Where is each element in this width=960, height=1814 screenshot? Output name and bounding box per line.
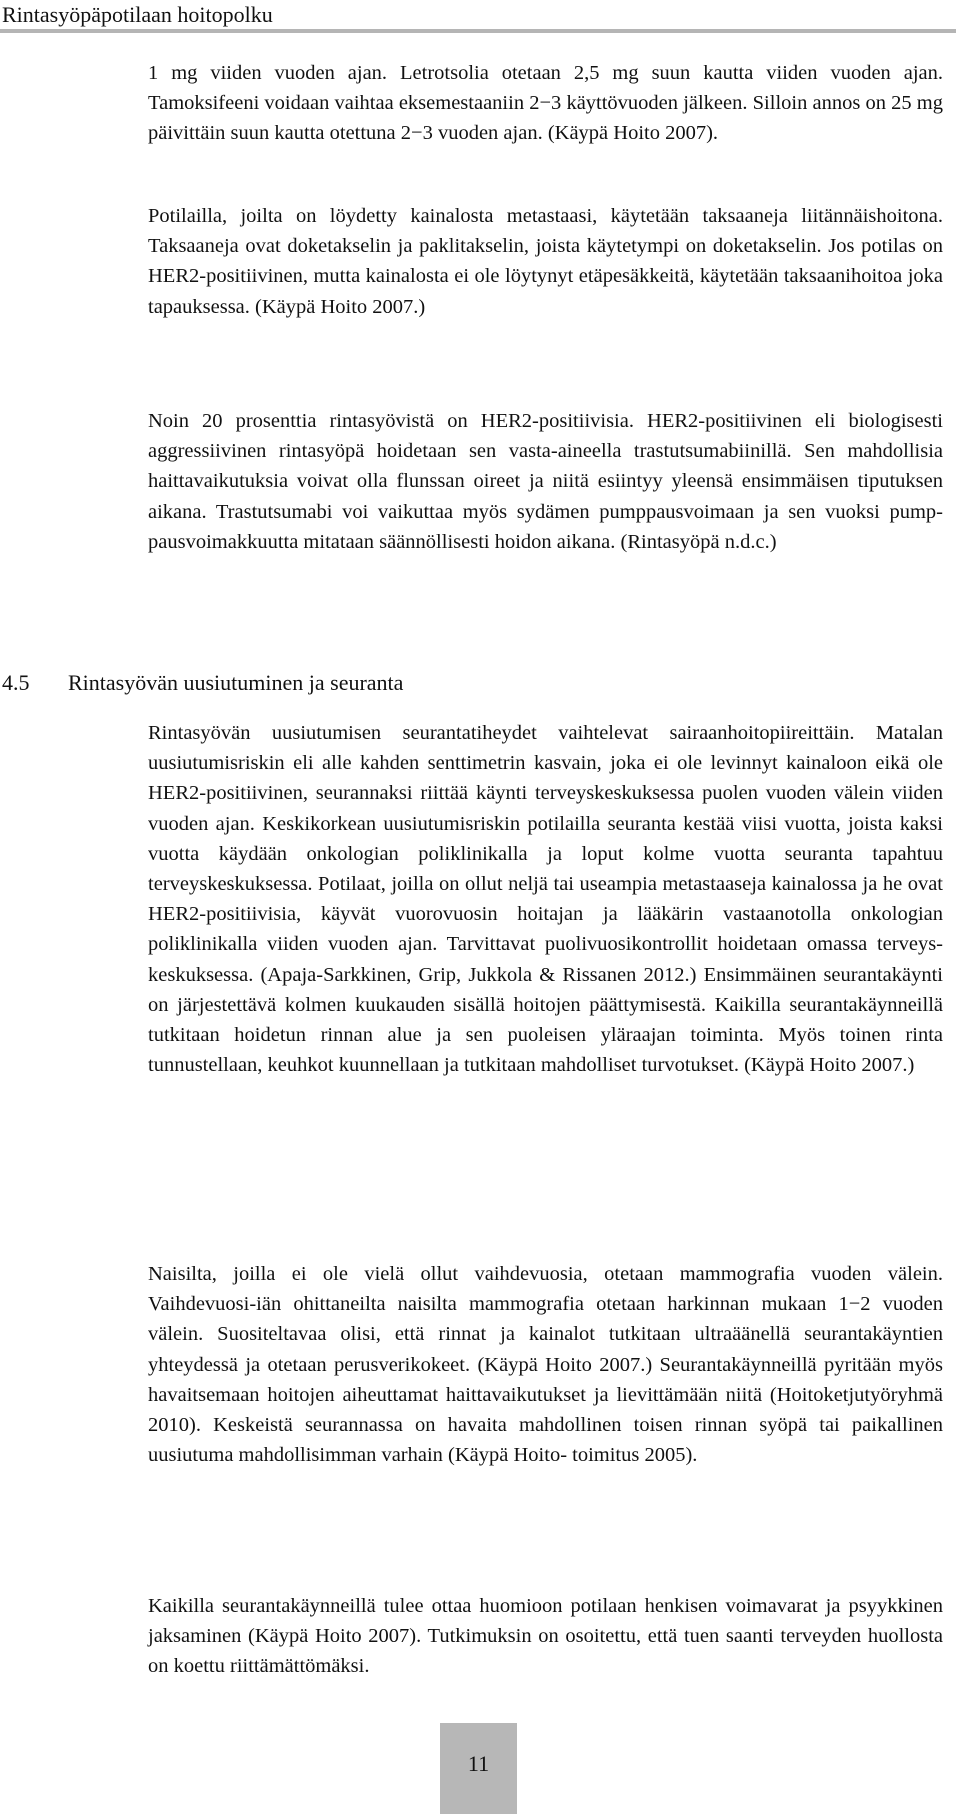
running-header-title: Rintasyöpäpotilaan hoitopolku: [2, 2, 273, 27]
header-rule: [0, 29, 956, 33]
running-header: [0, 0, 960, 33]
section-number: 4.5: [2, 670, 30, 695]
paragraph-mental-resources: Kaikilla seurantakäynneillä tulee ottaa huomioon potilaan henkisen voimavarat ja psyykkinen jaksaminen (Käypä Hoito 2007). Tutkimuksin on osoitettu, että tuen saanti terveyden huollosta on koettu riittämättömäksi.: [148, 1595, 943, 1678]
page-number-box: [440, 1723, 517, 1814]
paragraph-taxanes: Potilailla, joilta on löydetty kainalosta metastaasi, käytetään taksaaneja liitännäishoitona. Taksaaneja ovat doketakselin ja paklitakselin, joista käytetympi on doketakselin. Jos potilas on HER2-positiivinen, mutta kainalosta ei ole löytynyt etäpesäkkeitä, käytetään taksaanihoitoa joka tapauksessa. (Käypä Hoito 2007.): [148, 205, 943, 318]
page-number: 11: [467, 1751, 490, 1776]
paragraph-her2-positive: Noin 20 prosenttia rintasyövistä on HER2-positiivisia. HER2-positiivinen eli biologisesti aggressiivinen rintasyöpä hoidetaan sen vasta-aineella trastutsumabiinillä. Sen mahdollisia haittavaikutuksia voivat olla flunssan oireet ja niitä esiintyy yleensä ensimmäisen tiputuksen aikana. Trastutsumabi voi vaikuttaa myös sydämen pumppausvoimaan ja sen vuoksi pumppausvoimakkuutta mitataan säännöllisesti hoidon aikana. (Rintasyöpä n.d.c.): [148, 410, 943, 553]
section-title: Rintasyövän uusiutuminen ja seuranta: [68, 670, 404, 695]
paragraph-mammography: Naisilta, joilla ei ole vielä ollut vaihdevuosia, otetaan mammografia vuoden välein. Vaihdevuosi-iän ohittaneilta naisilta mammografia otetaan harkinnan mukaan 1−2 vuoden välein. Suositeltavaa olisi, että rinnat ja kainalot tutkitaan ultraäänellä seurantakäyntien yhteydessä ja otetaan perusverikokeet. (Käypä Hoito 2007.) Seurantakäynneillä pyritään myös havaitsemaan hoitojen aiheuttamat haittavaikutukset ja lievittämään niitä (Hoitoketjutyöryhmä 2010). Keskeistä seurannassa on havaita mahdollinen toisen rinnan syöpä tai paikallinen uusiutuma mahdollisimman varhain (Käypä Hoito- toimitus 2005).: [148, 1263, 943, 1467]
paragraph-hormone-therapy: 1 mg viiden vuoden ajan. Letrotsolia otetaan 2,5 mg suun kautta viiden vuoden ajan. Tamoksifeeni voidaan vaihtaa eksemestaaniin 2−3 käyttövuoden jälkeen. Silloin annos on 25 mg päivittäin suun kautta otettuna 2−3 vuoden ajan. (Käypä Hoito 2007).: [148, 62, 943, 145]
paragraph-follow-up-frequency: Rintasyövän uusiutumisen seurantatiheydet vaihtelevat sairaanhoitopiireittäin. Matalan uusiutumisriskin eli alle kahden senttimetrin kasvain, joka ei ole levinnyt kainaloon eikä ole HER2-positiivinen, seurannaksi riittää käynti terveyskeskuksessa puolen vuoden välein viiden vuoden ajan. Keskikorkean uusiutumisriskin potilailla seuranta kestää viisi vuotta, joista kaksi vuotta käydään onkologian poliklinikalla ja loput kolme vuotta seuranta tapahtuu terveyskeskuksessa. Potilaat, joilla on ollut neljä tai useampia metastaaseja kainalossa ja he ovat HER2-positiivisia, käyvät vuorovuosin hoitajan ja lääkärin vastaanotolla onkologian poliklinikalla viiden vuoden ajan. Tarvittavat puolivuosikontrollit hoidetaan omassa terveyskeskuksessa. (Apaja-Sarkkinen, Grip, Jukkola & Rissanen 2012.) Ensimmäinen seurantakäynti on järjestettävä kolmen kuukauden sisällä hoitojen päättymisestä. Kaikilla seurantakäynneillä tutkitaan hoidetun rinnan alue ja sen puoleisen yläraajan toiminta. Myös toinen rinta tunnustellaan, keuhkot kuunnellaan ja tutkitaan mahdolliset turvotukset. (Käypä Hoito 2007.): [148, 722, 943, 1077]
section-heading: [2, 669, 403, 697]
